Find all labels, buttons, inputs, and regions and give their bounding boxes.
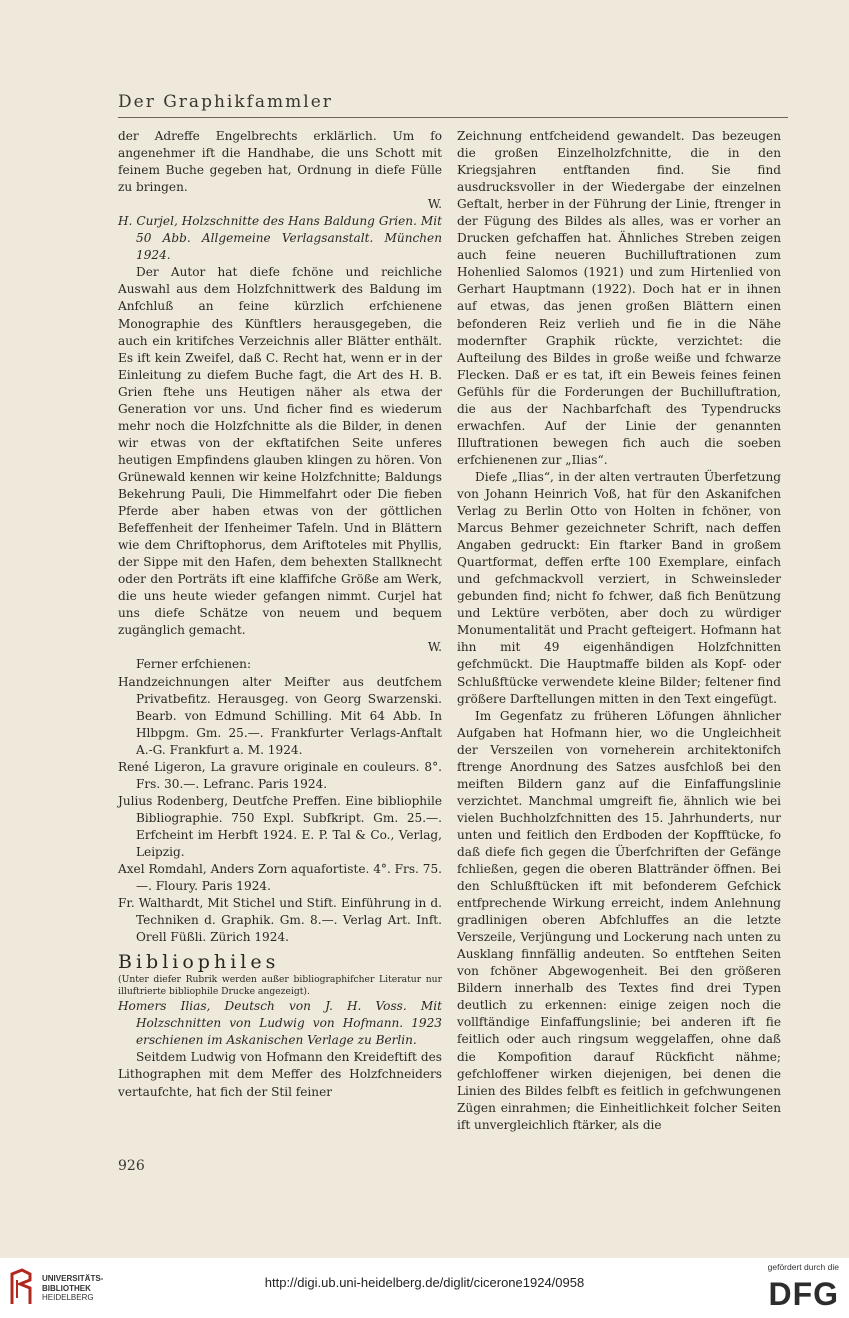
signature: W. — [427, 640, 442, 655]
library-name-line: BIBLIOTHEK — [42, 1283, 91, 1293]
section-title: Bibliophiles — [118, 951, 280, 974]
dfg-logo[interactable]: DFG — [768, 1276, 839, 1312]
book-title: Homers Ilias, Deutsch von J. H. Voss. Mit Holzschnitten von Ludwig von Hofmann. 1923 erschienen im Askanischen Verlage zu Berlin. — [118, 999, 442, 1048]
left-column — [118, 128, 442, 1101]
right-paragraph-1: Zeichnung entfcheidend gewandelt. Das bezeugen die großen Einzelholzfchnitte, die in den Kriegsjahren entftanden find. Sie find ausdrucksvoller in der Wiedergabe der einzelnen Geftalt, herber in der Führung der Linie, ftrenger in der Fügung des Bildes als alles, was er vorher an Drucken gefchaffen hat. Ähnliches Streben zeigen auch feine neueren Buchilluftrationen zum Hohenlied Salomos (1921) und zum Hirtenlied von Gerhart Hauptmann (1922). Doch hat er in ihnen auf etwas, das jenen großen Blättern einen befonderen Reiz verlieh und fie in die Nähe modernfter Graphik rückte, verzichtet: die Aufteilung des Bildes in große weiße und fchwarze Flecken. Daß er es tat, ift ein Beweis feines feinen Gefühls für die Forderungen der Buchilluftration, die aus der Nachbarfchaft des Typendrucks erwachfen. Auf der Linie der genannten Illuftrationen bewegen fich auch die soeben erfchienenen zur „Ilias“. — [457, 129, 781, 467]
review-title: H. Curjel, Holzschnitte des Hans Baldung Grien. Mit 50 Abb. Allgemeine Verlagsanstalt. München 1924. — [118, 214, 442, 263]
left-paragraph-2: Der Autor hat diefe fchöne und reichliche Auswahl aus dem Holzfchnittwerk des Baldung im Anfchluß an feine kürzlich erfchienene Monographie des Künftlers herausgegeben, die auch ein kritifches Verzeichnis aller Blätter enthält. Es ift kein Zweifel, daß C. Recht hat, wenn er in der Einleitung zu diefem Buche fagt, die Art des H. B. Grien ftehe uns Heutigen näher als etwa der Generation vor uns. Und ficher find es wiederum mehr noch die Holzfchnitte als die Bilder, in denen wir etwas von der ekftatifchen Seite unferes heutigen Empfindens glauben klingen zu hören. Von Grünewald kennen wir keine Holzfchnitte; Baldungs Bekehrung Pauli, Die Himmelfahrt oder Die fieben Pferde aber haben etwas von der göttlichen Befeffenheit der Ifenheimer Tafeln. Und in Blättern wie dem Chriftophorus, dem Ariftoteles mit Phyllis, der Sippe mit den Hafen, dem behexten Stallknecht oder den Porträts ift eine klaffifche Größe am Werk, die uns heute wieder gefangen nimmt. Curjel hat uns diefe Schätze von neuem und bequem zugänglich gemacht. — [118, 265, 442, 638]
bibliography-entry: Fr. Walthardt, Mit Stichel und Stift. Einführung in d. Techniken d. Graphik. Gm. 8.—. Verlag Art. Inft. Orell Füßli. Zürich 1924. — [118, 896, 442, 945]
left-paragraph-3: Seitdem Ludwig von Hofmann den Kreideftift des Lithographen mit dem Meffer des Holzfchneiders vertaufchte, hat fich der Stil feiner — [118, 1050, 442, 1099]
further-heading: Ferner erfchienen: — [136, 657, 252, 672]
right-paragraph-2: Diefe „Ilias“, in der alten vertrauten Überfetzung von Johann Heinrich Voß, hat für den Askanifchen Verlag zu Berlin Otto von Holten in fchöner, von Marcus Behmer gezeichneter Schrift, nach deffen Angaben gedruckt: Ein ftarker Band in großem Quartformat, deffen erfte 100 Exemplare, einfach und gefchmackvoll verziert, in Schweinsleder gebunden find; nicht fo fchwer, daß fich Benützung und Lektüre verböten, aber doch zu würdiger Monumentalität und Pracht gefteigert. Hofmann hat ihn mit 49 eigenhändigen Holzfchnitten gefchmückt. Die Hauptmaffe bilden als Kopf- oder Schlußftücke verwendete kleine Bilder; feltener find größere Darftellungen mitten in den Text eingefügt. — [457, 469, 781, 706]
footer-bar — [0, 1258, 849, 1318]
library-name-line: HEIDELBERG — [42, 1293, 94, 1302]
bibliography-entry: Handzeichnungen alter Meifter aus deutfchem Privatbefitz. Herausgeg. von Georg Swarzenski. Bearb. von Edmund Schilling. Mit 64 Abb. In Hlbpgm. Gm. 25.—. Frankfurter Verlags-Anftalt A.-G. Frankfurt a. M. 1924. — [118, 674, 442, 757]
header-rule — [118, 117, 788, 118]
bibliography-entry: René Ligeron, La gravure originale en couleurs. 8°. Frs. 30.—. Lefranc. Paris 1924. — [118, 759, 442, 791]
bibliography-entry: Julius Rodenberg, Deutfche Preffen. Eine bibliophile Bibliographie. 750 Expl. Subfkript. Gm. 25.—. Erfcheint im Herbft 1924. E. P. Tal & Co., Verlag, Leipzig. — [118, 793, 442, 859]
signature: W. — [427, 197, 442, 212]
funded-by-label: gefördert durch die — [767, 1262, 839, 1272]
library-name-line: UNIVERSITÄTS- — [42, 1274, 104, 1283]
section-note: (Unter diefer Rubrik werden außer bibliographifcher Literatur nur illuftrierte bibliophile Drucke angezeigt). — [118, 974, 442, 998]
running-header: Der Graphikfammler — [118, 92, 333, 112]
right-paragraph-3: Im Gegenfatz zu früheren Löfungen ähnlicher Aufgaben hat Hofmann hier, wo die Ungleichheit der Verszeilen von vorneherein architektonifch ftrenge Anordnung des Satzes ausfchloß bei den meiften Bildern ganz auf die Einfaffungslinie verzichtet. Manchmal umgreift fie, ähnlich wie bei vielen Buchholzfchnitten des 15. Jahrhunderts, nur unten und feitlich den Erdboden der Kopfftücke, fo daß diefe fich gegen die Überfchriften der Gefänge fchließen, gegen die oberen Blattränder öffnen. Bei den Schlußftücken ift mit befonderem Gefchick entfprechende Wirkung erreicht, indem Anlehnung gradlinigen oberen Abfchluffes an die letzte Verszeile, Verjüngung und Lockerung nach unten zu Ausklang finnfällig andeuten. So entftehen Seiten von fchöner Abgewogenheit. Bei den größeren Bildern innerhalb des Textes find drei Typen deutlich zu erkennen: einige zeigen noch die vollftändige Einfaffungslinie; bei anderen ift fie feitlich oder auch ringsum weggelaffen, ohne daß die Kompofition darauf Rückficht nähme; gefchloffener wirken diejenigen, bei denen die Linien des Bildes felbft es feitlich in gefchwungenen Zügen einrahmen; die Einheitlichkeit folcher Seiten ift unvergleichlich ftärker, als die — [457, 708, 781, 1132]
permalink[interactable]: http://digi.ub.uni-heidelberg.de/diglit/cicerone1924/0958 — [264, 1275, 585, 1290]
bibliography-entry: Axel Romdahl, Anders Zorn aquafortiste. 4°. Frs. 75.—. Floury. Paris 1924. — [118, 862, 442, 894]
right-column — [457, 128, 781, 1134]
page-number: 926 — [118, 1158, 145, 1174]
left-paragraph-1: der Adreffe Engelbrechts erklärlich. Um fo angenehmer ift die Handhabe, die uns Schott mit feinem Buche gegeben hat, Ordnung in diefe Fülle zu bringen. — [118, 129, 442, 195]
